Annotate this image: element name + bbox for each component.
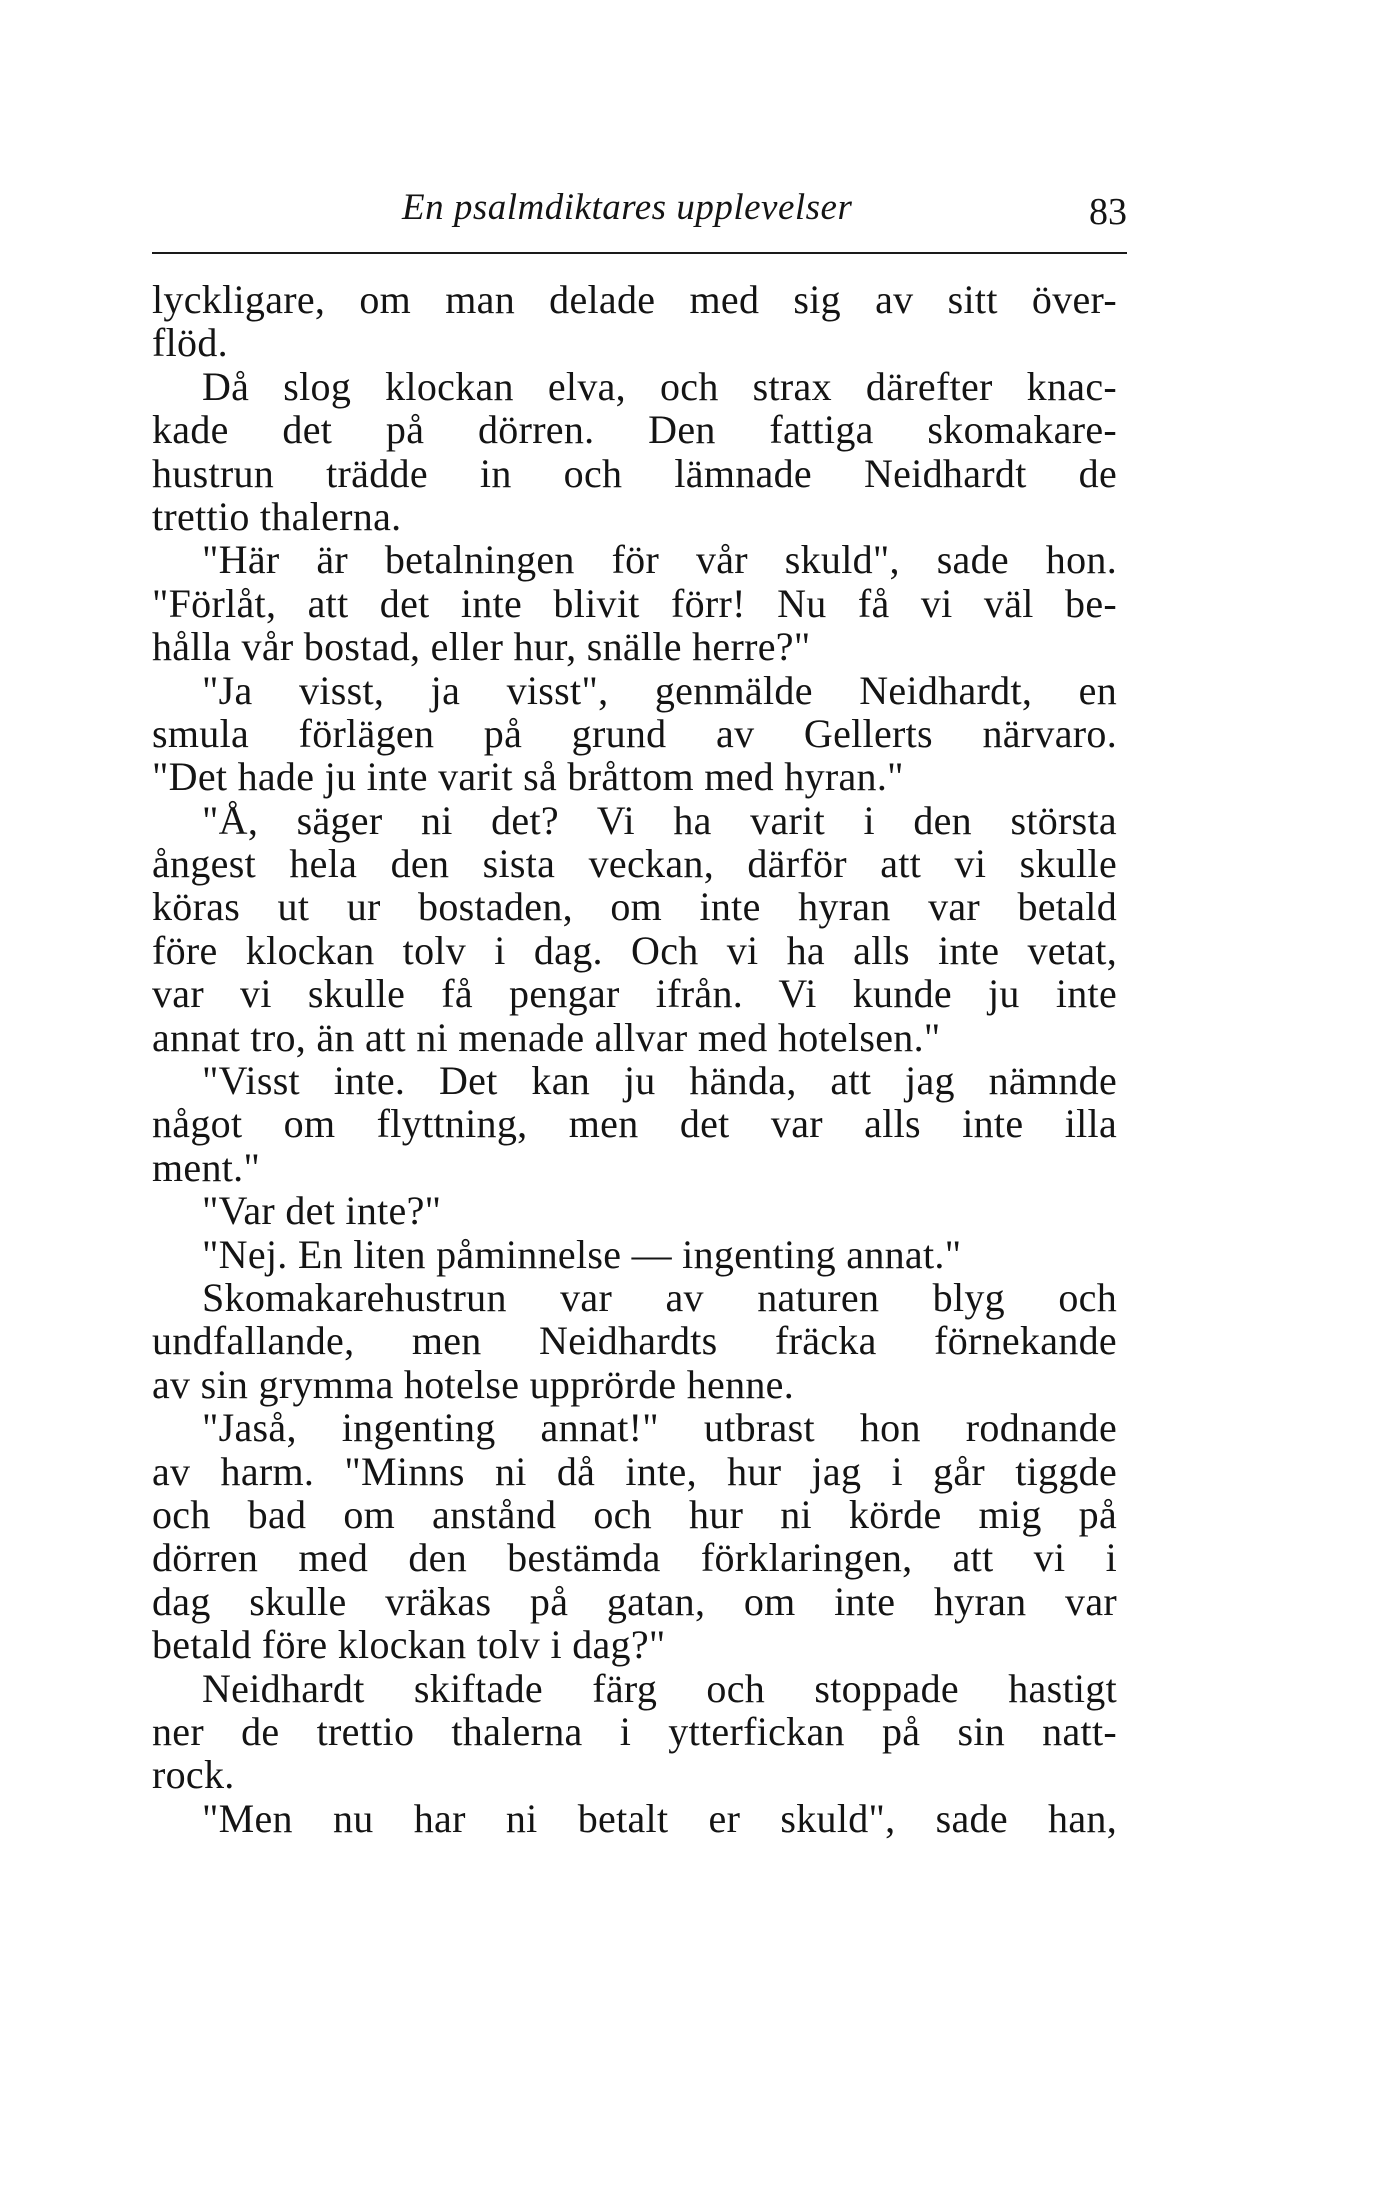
text-line: Neidhardt skiftade färg och stoppade hastigt: [202, 1665, 1117, 1711]
text-line: före klockan tolv i dag. Och vi ha alls inte vetat,: [152, 927, 1117, 973]
text-line: "Nej. En liten påminnelse — ingenting annat.": [202, 1231, 962, 1277]
text-line: "Men nu har ni betalt er skuld", sade han,: [202, 1795, 1117, 1841]
text-line: lyckligare, om man delade med sig av sitt över-: [152, 277, 1117, 322]
header-rule: [152, 252, 1127, 254]
text-line: smula förlägen på grund av Gellerts närvaro.: [152, 710, 1117, 756]
body-text: [152, 278, 1117, 1840]
text-line: trettio thalerna.: [152, 493, 402, 539]
running-title: En psalmdiktares upplevelser: [402, 187, 853, 228]
text-line: Då slog klockan elva, och strax därefter knac-: [202, 363, 1117, 409]
text-line: ment.": [152, 1144, 261, 1190]
text-line: "Var det inte?": [202, 1188, 442, 1234]
text-line: "Å, säger ni det? Vi ha varit i den största: [202, 797, 1117, 843]
text-line: "Här är betalningen för vår skuld", sade hon.: [202, 537, 1117, 583]
text-line: dörren med den bestämda förklaringen, att vi i: [152, 1535, 1117, 1581]
text-line: hustrun trädde in och lämnade Neidhardt de: [152, 450, 1117, 496]
text-line: av sin grymma hotelse upprörde henne.: [152, 1361, 795, 1407]
text-line: Skomakarehustrun var av naturen blyg och: [202, 1274, 1117, 1320]
page-number: 83: [1089, 191, 1127, 233]
text-line: hålla vår bostad, eller hur, snälle herre?": [152, 624, 811, 670]
text-line: "Ja visst, ja visst", genmälde Neidhardt, en: [202, 667, 1117, 713]
text-line: undfallande, men Neidhardts fräcka förnekande: [152, 1318, 1117, 1364]
running-head: [152, 186, 1127, 242]
text-line: och bad om anstånd och hur ni körde mig på: [152, 1491, 1117, 1537]
text-line: "Det hade ju inte varit så bråttom med hyran.": [152, 754, 904, 800]
text-line: var vi skulle få pengar ifrån. Vi kunde ju inte: [152, 971, 1117, 1017]
text-line: ångest hela den sista veckan, därför att vi skulle: [152, 841, 1117, 887]
text-line: av harm. "Minns ni då inte, hur jag i går tiggde: [152, 1448, 1117, 1494]
text-line: kade det på dörren. Den fattiga skomakare-: [152, 407, 1117, 453]
text-line: annat tro, än att ni menade allvar med hotelsen.": [152, 1014, 941, 1060]
text-line: "Förlåt, att det inte blivit förr! Nu få vi väl be-: [152, 580, 1117, 626]
text-line: något om flyttning, men det var alls inte illa: [152, 1101, 1117, 1147]
text-line: flöd.: [152, 320, 228, 366]
text-line: ner de trettio thalerna i ytterfickan på sin natt-: [152, 1708, 1117, 1754]
text-line: "Visst inte. Det kan ju hända, att jag nämnde: [202, 1058, 1117, 1104]
text-line: köras ut ur bostaden, om inte hyran var betald: [152, 884, 1117, 930]
text-line: dag skulle vräkas på gatan, om inte hyran var: [152, 1578, 1117, 1624]
text-line: "Jaså, ingenting annat!" utbrast hon rodnande: [202, 1405, 1117, 1451]
text-line: rock.: [152, 1752, 235, 1798]
text-line: betald före klockan tolv i dag?": [152, 1622, 666, 1668]
